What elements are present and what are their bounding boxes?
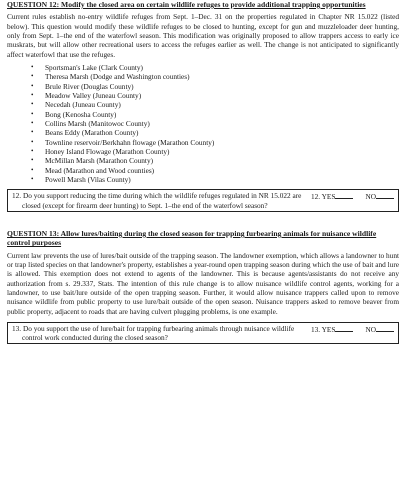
q12-no-option[interactable] (365, 191, 394, 201)
q12-answers (305, 191, 394, 210)
q13-no-label: NO (365, 324, 376, 334)
q13-yes-blank[interactable] (335, 324, 353, 332)
q13-question-text: 13. Do you support the use of lure/bait for trapping furbearing animals through nuisance wildlife control work conducted during the closed season? (12, 323, 295, 343)
q12-no-label: NO (365, 192, 376, 202)
bullet-icon: • (31, 137, 34, 146)
refuge-list-item (31, 119, 399, 128)
refuge-list-item (31, 63, 399, 72)
q12-question-box (7, 189, 399, 212)
q12-yes-option[interactable] (311, 191, 353, 201)
refuge-name: Honey Island Flowage (Marathon County) (45, 146, 170, 156)
refuge-name: Necedah (Juneau County) (45, 100, 121, 110)
refuge-name: Meadow Valley (Juneau County) (45, 90, 142, 100)
refuge-name: Brule River (Douglas County) (45, 81, 134, 91)
q12-yes-label: 12. YES (310, 192, 336, 202)
bullet-icon: • (31, 72, 34, 81)
refuge-list-item (31, 82, 399, 91)
refuge-list-item (31, 110, 399, 119)
q13-heading (7, 229, 399, 248)
q13-no-blank[interactable] (376, 324, 394, 332)
bullet-icon: • (31, 90, 34, 99)
bullet-icon: • (31, 109, 34, 118)
bullet-icon: • (31, 100, 34, 109)
refuge-name: Townline reservoir/Berkhahn flowage (Marathon County) (45, 137, 215, 147)
q12-no-blank[interactable] (376, 191, 394, 199)
bullet-icon: • (31, 118, 34, 127)
q13-yes-label: 13. YES (310, 324, 336, 334)
refuge-name: Bong (Kenosha County) (45, 109, 117, 119)
refuge-list-item (31, 147, 399, 156)
q12-question-text: 12. Do you support reducing the time during which the wildlife refuges regulated in NR 15.022 are closed (except for firearm deer hunting) to Sept. 1–the end of the waterfowl season? (12, 191, 302, 210)
bullet-icon: • (31, 128, 34, 137)
q12-heading-text: Modify the closed area on certain wildlife refuges to provide additional trapping opportunities (61, 0, 366, 9)
refuge-name: Theresa Marsh (Dodge and Washington counties) (45, 72, 190, 82)
refuge-name: Beans Eddy (Marathon County) (45, 128, 139, 138)
q12-body: Current rules establish no-entry wildlife refuges from Sept. 1–Dec. 31 on the properties regulated in Chapter NR 15.022 (listed below). This question would modify these wildlife refuges to be closed to hunting, except for gun and muzzleloader deer hunting, only from Sept. 1–the end of the waterfowl season. This modification was originally proposed to allow trappers access to early ice muskrats, but will allow other recreational users to access the refuges earlier as well. The change is not anticipated to significantly affect waterfowl that use the refuges. (7, 12, 399, 59)
bullet-icon: • (31, 146, 34, 155)
refuge-list-item (31, 100, 399, 109)
bullet-icon: • (31, 62, 34, 71)
q12-heading-number: QUESTION 12: (7, 0, 60, 9)
bullet-icon: • (31, 81, 34, 90)
q13-answers (305, 324, 394, 343)
q12-heading (7, 0, 399, 9)
refuge-name: Mead (Marathon and Wood counties) (45, 165, 155, 175)
bullet-icon: • (31, 156, 34, 165)
refuge-list-item (31, 138, 399, 147)
refuge-list-item (31, 156, 399, 165)
q13-heading-number: QUESTION 13: (7, 228, 60, 238)
refuge-name: Sportsman's Lake (Clark County) (45, 62, 143, 72)
refuge-list (7, 63, 399, 184)
bullet-icon: • (31, 165, 34, 174)
q13-body: Current law prevents the use of lures/bait outside of the trapping season. The landowner exemption, which allows a landowner to hunt or trap listed species on that landowner's property, establishes a year-round open trapping season during which the use of bait and lure is allowed. This exemption does not extend to agents of the landowner. This is because agents/assistants do not receive any authorization from s. 29.337, Stats. The intention of this rule change is to allow nuisance wildlife control agents, working for a landowner, to use bait/lure outside of the open trapping season. Further, it would allow nuisance trappers called upon to remove nuisance wildlife from public property to use lure/bait outside of the open season. Nuisance trappers asked to remove beaver from public property, adjacent to roads that are having culvert plugging problems, is one example. (7, 250, 399, 316)
q13-no-option[interactable] (365, 324, 394, 334)
refuge-list-item (31, 166, 399, 175)
bullet-icon: • (31, 175, 34, 184)
q13-yes-option[interactable] (311, 324, 353, 334)
refuge-list-item (31, 72, 399, 81)
refuge-name: McMillan Marsh (Marathon County) (45, 156, 154, 166)
refuge-name: Powell Marsh (Vilas County) (45, 175, 131, 185)
q13-heading-text: Allow lures/baiting during the closed season for trapping furbearing animals for nuisance wildlife control purposes (7, 228, 377, 248)
q13-question-box (7, 322, 399, 345)
q12-yes-blank[interactable] (335, 191, 353, 199)
refuge-list-item (31, 175, 399, 184)
refuge-list-item (31, 91, 399, 100)
refuge-name: Collins Marsh (Manitowoc County) (45, 118, 150, 128)
refuge-list-item (31, 128, 399, 137)
